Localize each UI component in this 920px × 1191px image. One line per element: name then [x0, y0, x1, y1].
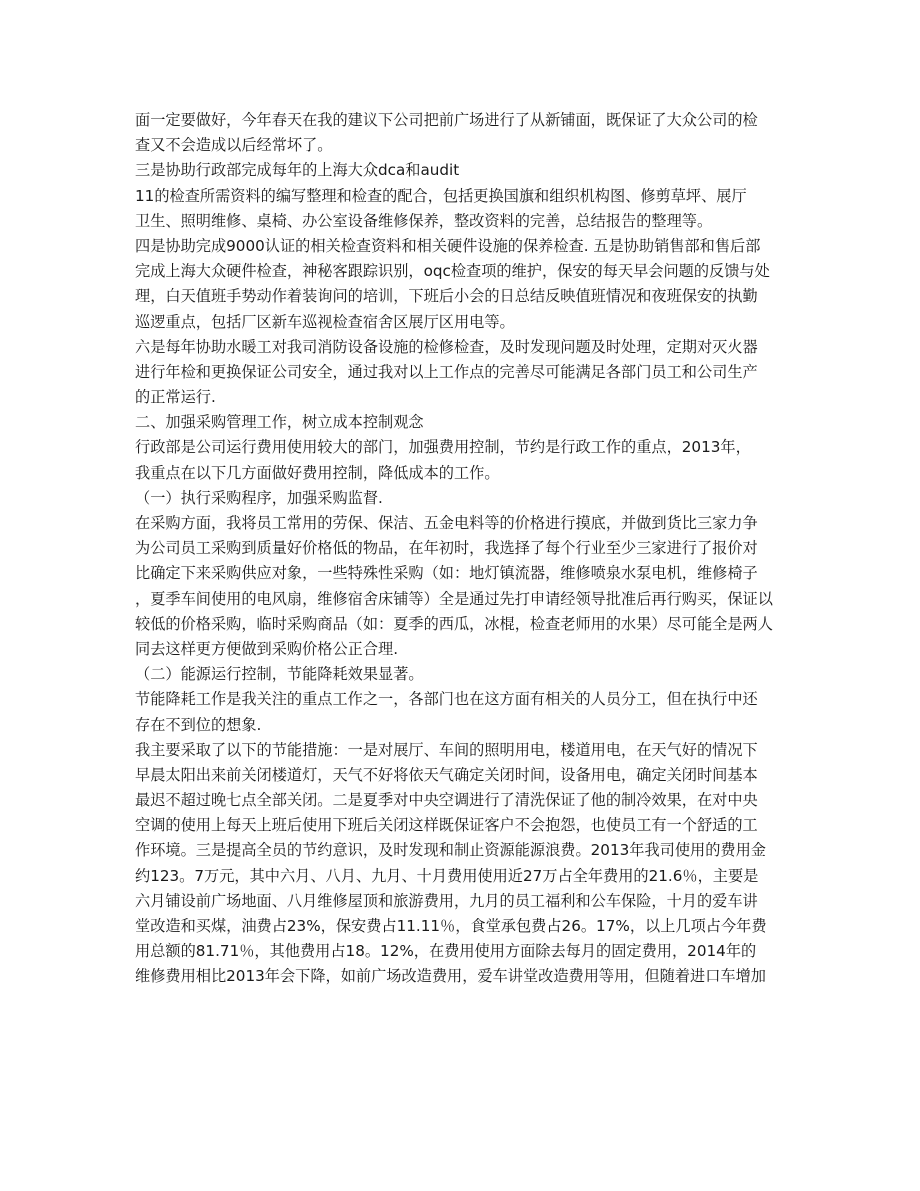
text-line: 作环境。三是提高全员的节约意识，及时发现和制止资源能源浪费。2013年我司使用的费用金 — [135, 841, 766, 860]
text-line: 巡逻重点，包括厂区新车巡视检查宿舍区展厅区用电等。 — [135, 312, 515, 331]
text-line: 在采购方面，我将员工常用的劳保、保洁、五金电料等的价格进行摸底，并做到货比三家力争 — [135, 514, 758, 532]
text-line: 同去这样更方便做到采购价格公正合理. — [135, 639, 399, 658]
text-line: 空调的使用上每天上班后使用下班后关闭这样既保证客户不会抱怨，也使员工有一个舒适的工 — [135, 816, 758, 835]
text-line: 面一定要做好，今年春天在我的建议下公司把前广场进行了从新铺面，既保证了大众公司的检 — [135, 111, 758, 129]
text-line: 节能降耗工作是我关注的重点工作之一，各部门也在这方面有相关的人员分工，但在执行中还 — [135, 690, 758, 709]
section-heading: 二、加强采购管理工作，树立成本控制观念 — [135, 413, 424, 432]
text-line: 11的检查所需资料的编写整理和检查的配合，包括更换国旗和组织机构图、修剪草坪、展厅 — [135, 186, 747, 205]
text-line: 完成上海大众硬件检查，神秘客跟踪识别，oqc检查项的维护，保安的每天早会问题的反馈与处 — [135, 262, 770, 281]
text-line: ，夏季车间使用的电风扇，维修宿舍床铺等）全是通过先打申请经领导批准后再行购买，保证以 — [135, 589, 773, 608]
document-page — [135, 108, 785, 990]
subsection-heading: （二）能源运行控制，节能降耗效果显著。 — [135, 665, 424, 684]
text-line: 最迟不超过晚七点全部关闭。二是夏季对中央空调进行了清洗保证了他的制冷效果，在对中央 — [135, 791, 758, 810]
text-line: 六月铺设前广场地面、八月维修屋顶和旅游费用，九月的员工福利和公车保险，十月的爱车讲 — [135, 891, 758, 910]
text-line: 约123。7万元，其中六月、八月、九月、十月费用使用近27万占全年费用的21.6％，主要是 — [135, 866, 759, 885]
text-line: 进行年检和更换保证公司安全，通过我对以上工作点的完善尽可能满足各部门员工和公司生产 — [135, 362, 758, 381]
text-line: 较低的价格采购，临时采购商品（如：夏季的西瓜，冰棍，检查老师用的水果）尽可能全是两人 — [135, 614, 773, 633]
text-line: 早晨太阳出来前关闭楼道灯，天气不好将依天气确定关闭时间，设备用电，确定关闭时间基本 — [135, 765, 758, 784]
text-line: 比确定下来采购供应对象，一些特殊性采购（如：地灯镇流器，维修喷泉水泵电机，维修椅子 — [135, 564, 758, 583]
text-line: 的正常运行. — [135, 388, 216, 407]
text-line: 为公司员工采购到质量好价格低的物品，在年初时，我选择了每个行业至少三家进行了报价对 — [135, 539, 758, 558]
text-line: 我重点在以下几方面做好费用控制，降低成本的工作。 — [135, 463, 500, 482]
text-line: 维修费用相比2013年会下降，如前广场改造费用，爱车讲堂改造费用等用，但随着进口车增加 — [135, 967, 766, 986]
text-line: 用总额的81.71％，其他费用占18。12%，在费用使用方面除去每月的固定费用，2014年的 — [135, 942, 757, 961]
subsection-heading: （一）执行采购程序，加强采购监督. — [135, 488, 383, 507]
text-line: 存在不到位的想象. — [135, 715, 262, 734]
text-line: 我主要采取了以下的节能措施：一是对展厅、车间的照明用电，楼道用电，在天气好的情况下 — [135, 740, 758, 759]
text-line: 行政部是公司运行费用使用较大的部门，加强费用控制，节约是行政工作的重点，2013年， — [135, 438, 751, 457]
text-line: 六是每年协助水暖工对我司消防设备设施的检修检查，及时发现问题及时处理，定期对灭火器 — [135, 337, 758, 356]
text-line: 查又不会造成以后经常坏了。 — [135, 136, 333, 155]
text-line: 四是协助完成9000认证的相关检查资料和相关硬件设施的保养检查. 五是协助销售部和售后部 — [135, 236, 761, 255]
text-line: 理，白天值班手势动作着装询问的培训，下班后小会的日总结反映值班情况和夜班保安的执勤 — [135, 287, 758, 306]
text-line: 卫生、照明维修、桌椅、办公室设备维修保养，整改资料的完善，总结报告的整理等。 — [135, 211, 713, 230]
text-line: 三是协助行政部完成每年的上海大众dca和audit — [135, 161, 460, 180]
text-line: 堂改造和买煤，油费占23%，保安费占11.11％，食堂承包费占26。17%，以上几项占今年费 — [135, 917, 767, 935]
